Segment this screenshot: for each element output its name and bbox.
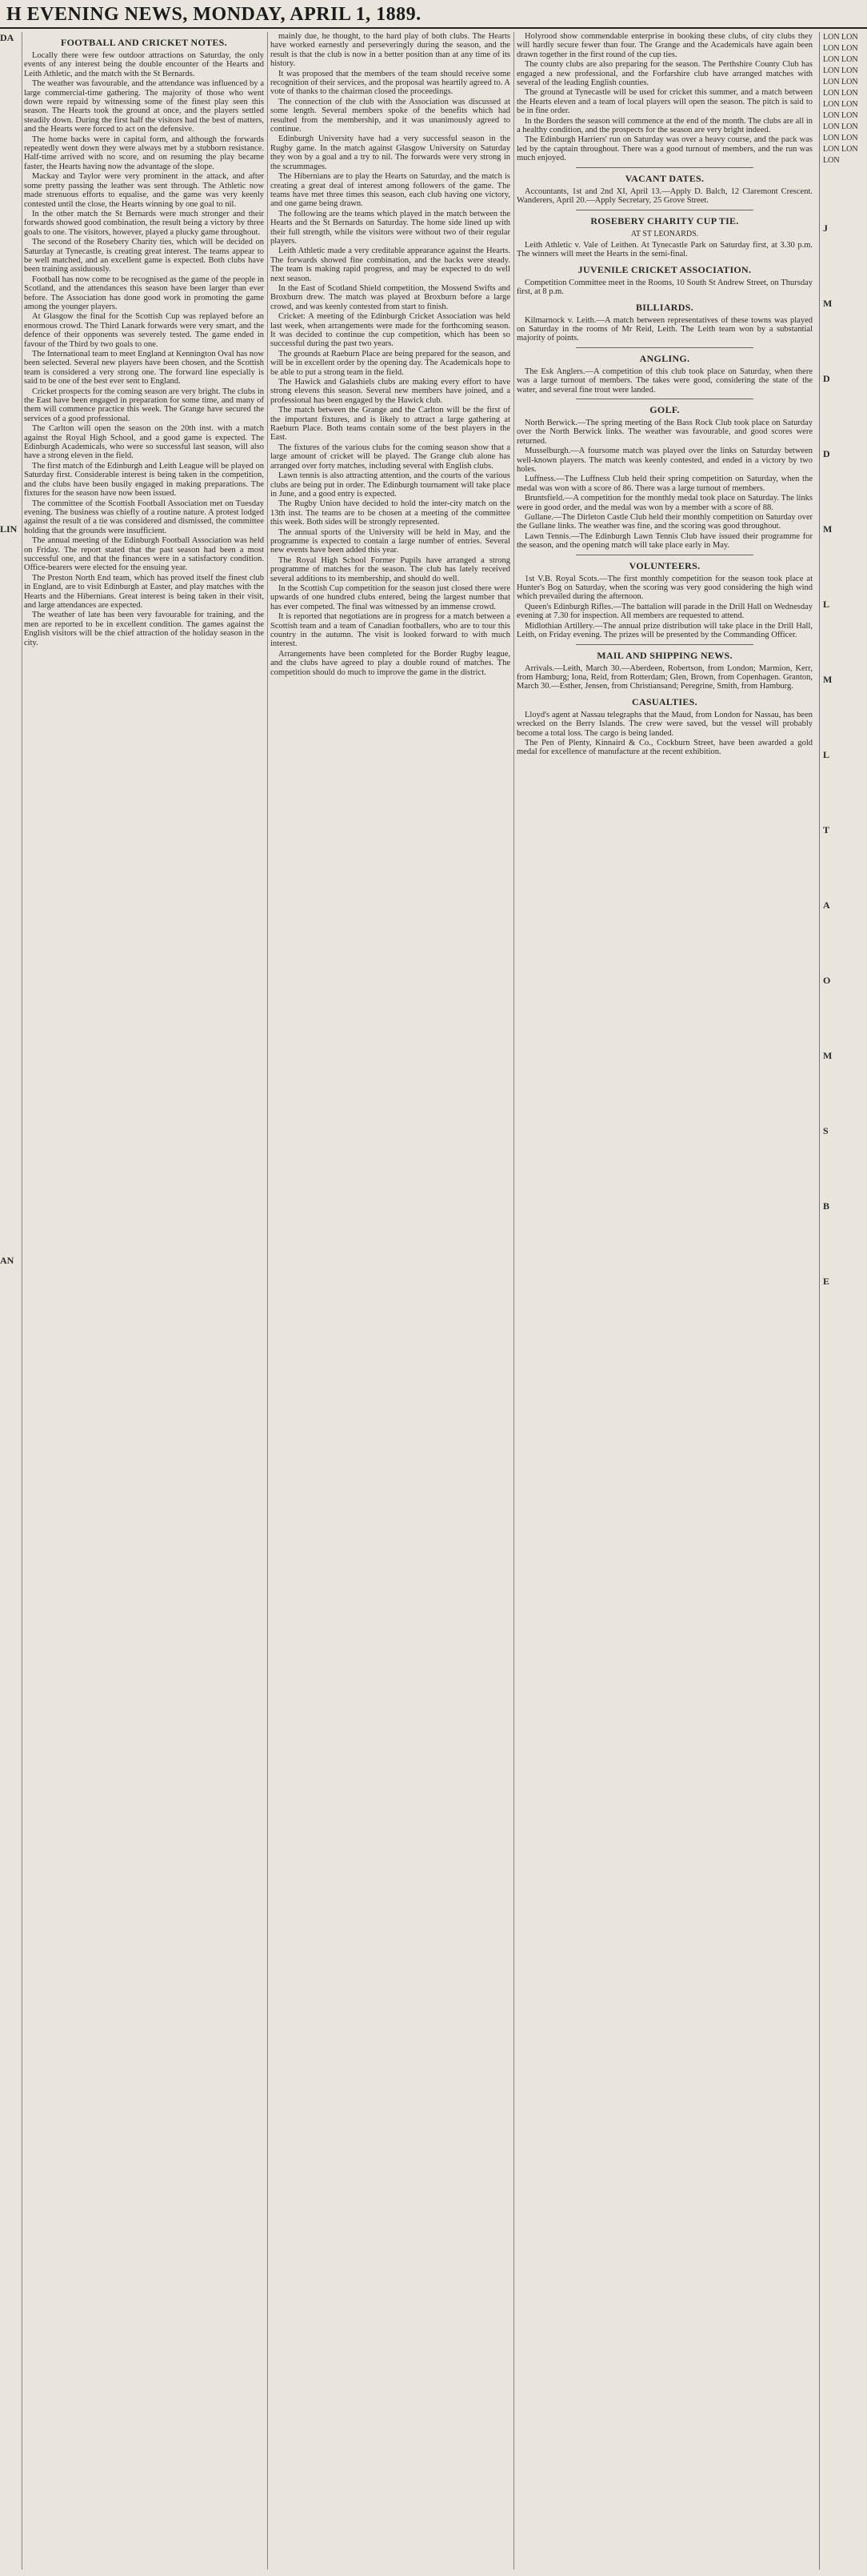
section-divider [576,347,753,348]
golf-paragraph: Musselburgh.—A foursome match was played over the links on Saturday between well-known players. The match was keenly contested, and ended in a victory by two holes. [517,447,813,474]
football-notes-heading: FOOTBALL AND CRICKET NOTES. [61,37,227,48]
volunteers-paragraph: Queen's Edinburgh Rifles.—The battalion will parade in the Drill Hall on Wednesday evening at 7.30 for inspection. All members are requested to attend. [517,602,813,621]
right-fragment-list: LON LON LON LON LON LON LON LON LON LON LON LON LON LON LON LON LON LON LON LON LON LON LON [823,33,858,165]
column-right-fragment [819,32,867,2570]
golf-paragraph: Bruntsfield.—A competition for the monthly medal took place on Saturday. The links were in good order, and the medal was won by a member with a score of 88. [517,494,813,512]
right-fragment: E [823,1276,830,1287]
left-fragment-5: AN [0,1255,14,1266]
article-paragraph: The match between the Grange and the Carlton will be the first of the important fixtures, and is likely to attract a large gathering at Raeburn Place. Both teams contain some of the best players in the East. [270,406,510,443]
article-paragraph: The Royal High School Former Pupils have arranged a strong programme of matches for the season. The club has lately received several additions to its membership, and should do well. [270,555,510,583]
juvenile-cricket-text: Competition Committee meet in the Rooms, 10 South St Andrew Street, on Thursday first, at 8 p.m. [517,278,813,297]
article-paragraph: The Rugby Union have decided to hold the inter-city match on the 13th inst. The teams are to be chosen at a meeting of the committee this week. Both sides will be strongly represented. [270,499,510,527]
angling-text: The Esk Anglers.—A competition of this club took place on Saturday, when there was a large turnout of members. The takes were good, considering the state of the water, and several fine trout were landed. [517,367,813,395]
article-paragraph: Lawn tennis is also attracting attention, and the courts of the various clubs are being put in order. The Edinburgh tournament will take place in June, and a good entry is expected. [270,471,510,499]
article-paragraph: The connection of the club with the Association was discussed at some length. Several members spoke of the benefits which had resulted from the membership, and it was unanimously agreed to continue. [270,97,510,134]
article-paragraph: In the East of Scotland Shield competition, the Mossend Swifts and Broxburn drew. The match was played at Broxburn before a large crowd, and was keenly contested from start to finish. [270,283,510,311]
angling-heading: ANGLING. [639,352,690,364]
article-paragraph: In the Scottish Cup competition for the season just closed there were upwards of one hundred clubs entered, being the largest number that has ever competed. The final was witnessed by an immense crowd. [270,583,510,611]
article-paragraph: Arrangements have been completed for the Border Rugby league, and the clubs have agreed to play a double round of matches. The competition should do much to improve the game in the district. [270,649,510,677]
rosebery-cup-heading: ROSEBERY CHARITY CUP TIE. [590,214,739,226]
golf-paragraph: North Berwick.—The spring meeting of the Bass Rock Club took place on Saturday over the North Berwick links. The weather was favourable, and good scores were returned. [517,418,813,446]
right-fragment: D [823,373,830,384]
left-fragment-3: LIN [0,523,18,535]
casualties-text: Lloyd's agent at Nassau telegraphs that the Maud, from London for Nassau, has been wrecked on the Berry Islands. The crew were saved, but the vessel will probably become a total loss. The cargo is being landed. [517,710,813,738]
article-paragraph: The International team to meet England at Kennington Oval has now been selected. Several new players have been chosen, and the Scottish team is considered a very strong one. The forward line especially is said to be one of the best ever sent to England. [24,350,264,387]
article-paragraph: Mackay and Taylor were very prominent in the attack, and after some pretty passing the leather was sent through. The Athletic now made strenuous efforts to equalise, and the game was very keenly contested until the close, the Hearts winning by one goal to nil. [24,172,264,209]
article-paragraph: Football has now come to be recognised as the game of the people in Scotland, and the attendances this season have been larger than ever before. The Association has done good work in promoting the game among the younger players. [24,274,264,311]
right-fragment: B [823,1200,830,1212]
article-paragraph: The annual meeting of the Edinburgh Football Association was held on Friday. The report stated that the past season had been a most successful one, and that the finances were in a satisfactory condition. Office-bearers were elected for the ensuing year. [24,536,264,573]
column-sports-shipping [517,32,813,2570]
article-paragraph: The annual sports of the University will be held in May, and the programme is expected to contain a large number of entries. Several new events have been added this year. [270,527,510,555]
mail-shipping-text: Arrivals.—Leith, March 30.—Aberdeen, Robertson, from London; Marmion, Kerr, from Hamburg; Iona, Reid, from Rotterdam; Glen, Brown, from Copenhagen. Granton, March 30.—Esther, Jensen, from Christiansand; Peregrine, Smith, from Hamburg. [517,663,813,691]
right-fragment: M [823,1050,833,1061]
article-paragraph: In the other match the St Bernards were much stronger and their forwards showed good combination, the result being a victory by three goals to one. The visitors, however, played a plucky game throughout. [24,209,264,237]
article-paragraph: The weather was favourable, and the attendance was influenced by a large commercial-time gathering. The majority of those who went down were repaid by witnessing some of the finest play seen this season. The Hearts took the ground at once, and the players settled steadily down. During the first half the visitors had the best of matters, and the Hearts were forced to act on the defensive. [24,79,264,134]
casualties-heading: CASUALTIES. [632,695,697,707]
right-fragment: T [823,824,830,835]
left-fragment-1: DA [0,32,14,43]
column-left-fragment [0,32,19,2570]
lawn-tennis-text: Lawn Tennis.—The Edinburgh Lawn Tennis Club have issued their programme for the season, and the opening match will take place early in May. [517,531,813,551]
article-paragraph: mainly due, he thought, to the hard play of both clubs. The Hearts have worked earnestly and perseveringly during the season, and the result is that the club is now in a better position than at any time of its history. [270,32,510,69]
article-paragraph: The first match of the Edinburgh and Leith League will be played on Saturday first. Considerable interest is being taken in the competition, and the clubs have been busily engaged in making preparations. The fixtures for the season have now been issued. [24,461,264,499]
right-fragment: L [823,749,830,760]
right-fragment: M [823,523,833,535]
article-paragraph: It is reported that negotiations are in progress for a match between a Scottish team and a team of Canadian footballers, who are to tour this country in the autumn. The visit is looked forward to with much interest. [270,612,510,649]
article-paragraph: The following are the teams which played in the match between the Hearts and the St Bernards on Saturday. The home side lined up with their full strength, while the visitors were without two of their regular players. [270,209,510,246]
article-paragraph: Edinburgh University have had a very successful season in the Rugby game. In the match against Glasgow University on Saturday they won by a goal and a try to nil. The forwards were very strong in the scrummages. [270,134,510,171]
right-fragment: A [823,899,830,911]
casualties-text-2: The Pen of Plenty, Kinnaird & Co., Cockburn Street, have been awarded a gold medal for excellence of manufacture at the recent exhibition. [517,738,813,757]
article-paragraph: Locally there were few outdoor attractions on Saturday, the only events of any interest being the double encounter of the Hearts and Leith Athletic, and the match with the St Bernards. [24,51,264,78]
section-divider [576,644,753,645]
article-paragraph: In the Borders the season will commence at the end of the month. The clubs are all in a healthy condition, and the prospects for the season are very bright indeed. [517,116,813,135]
vacant-dates-text: Accountants, 1st and 2nd XI, April 13.—Apply D. Balch, 12 Claremont Crescent. Wanderers, April 20.—Apply Secretary, 25 Grove Street. [517,186,813,206]
volunteers-paragraph: 1st V.B. Royal Scots.—The first monthly competition for the season took place at Hunter's Bog on Saturday, when the scoring was very good considering the high wind which prevailed during the afternoon. [517,574,813,602]
billiards-heading: BILLIARDS. [635,301,694,313]
right-fragment: M [823,298,833,309]
column-football-notes [24,32,264,2570]
article-paragraph: The home backs were in capital form, and although the forwards repeatedly went down they were always met by a stubborn resistance. Half-time arrived with no score, and on resuming the play became faster, the Hearts having now the advantage of the slope. [24,134,264,171]
golf-paragraph: Luffness.—The Luffness Club held their spring competition on Saturday, when the medal was won with a score of 86. There was a large turnout of members. [517,475,813,493]
column-rule [267,32,268,2570]
golf-paragraph: Gullane.—The Dirleton Castle Club held their monthly competition on Saturday over the Gullane links. The weather was fine, and the scoring was good throughout. [517,513,813,531]
article-paragraph: Cricket: A meeting of the Edinburgh Cricket Association was held last week, when arrangements were made for the forthcoming season. It was decided to continue the cup competition, which has been so successful during the past two years. [270,312,510,349]
volunteers-paragraph: Midlothian Artillery.—The annual prize distribution will take place in the Drill Hall, Leith, on Friday evening. The prizes will be presented by the Commanding Officer. [517,621,813,640]
article-paragraph: The Hawick and Galashiels clubs are making every effort to have strong elevens this season. Several new members have joined, and a professional has been engaged by the Hawick club. [270,378,510,405]
mail-shipping-heading: MAIL AND SHIPPING NEWS. [597,649,733,661]
article-paragraph: The ground at Tynecastle will be used for cricket this summer, and a match between the Hearts eleven and a team of local players will open the season. The pitch is said to be in fine order. [517,88,813,116]
article-paragraph: The fixtures of the various clubs for the coming season show that a large amount of cricket will be played. The Grange club alone has arranged over forty matches, including several with English clubs. [270,443,510,471]
column-rule [513,32,514,2570]
golf-heading: GOLF. [649,403,680,415]
article-paragraph: Holyrood show commendable enterprise in booking these clubs, of city clubs they will hardly secure fewer than four. The Grange and the Academicals have again been drawn together in the first round of the cup ties. [517,32,813,59]
masthead [0,0,867,29]
section-divider [576,167,753,168]
article-paragraph: The grounds at Raeburn Place are being prepared for the season, and will be in excellent order by the opening day. The Academicals hope to be able to put a strong team in the field. [270,349,510,377]
article-paragraph: The committee of the Scottish Football Association met on Tuesday evening. The business was chiefly of a routine nature. A protest lodged against the result of a tie was considered and dismissed, the committee holding that the grounds were insufficient. [24,499,264,535]
right-fragment: O [823,975,831,986]
article-paragraph: The weather of late has been very favourable for training, and the men are reported to be in excellent condition. The games against the English visitors will be the chief attraction of the holiday season in the city. [24,611,264,647]
masthead-title: H EVENING NEWS, MONDAY, APRIL 1, 1889. [6,4,422,25]
right-fragment: L [823,599,830,610]
right-fragment: J [823,222,828,234]
right-fragment: D [823,448,830,459]
article-paragraph: The Preston North End team, which has proved itself the finest club in England, are to visit Edinburgh at Easter, and play matches with the Hearts and the Hibernians. Great interest is being taken in their visit, and large attendances are expected. [24,573,264,610]
article-paragraph: The second of the Rosebery Charity ties, which will be decided on Saturday at Tynecastle, is creating great interest. The teams appear to be well matched, and an excellent game is expected. Both clubs have been training assiduously. [24,238,264,274]
vacant-dates-heading: VACANT DATES. [625,172,705,184]
billiards-text: Kilmarnock v. Leith.—A match between representatives of these towns was played on Saturday in the rooms of Mr Reid, Leith. The Leith team won by a substantial majority of points. [517,315,813,343]
article-paragraph: It was proposed that the members of the team should receive some recognition of their services, and the proposal was heartily agreed to. A vote of thanks to the chairman closed the proceedings. [270,69,510,97]
article-paragraph: The Carlton will open the season on the 20th inst. with a match against the Royal High School, and a good game is expected. The Edinburgh Academicals, who were so successful last season, will also have a strong eleven in the field. [24,424,264,461]
article-paragraph: At Glasgow the final for the Scottish Cup was replayed before an enormous crowd. The Third Lanark forwards were very smart, and the defence of their opponents was severely tested. The game ended in favour of the Third by two goals to one. [24,312,264,349]
juvenile-cricket-heading: JUVENILE CRICKET ASSOCIATION. [577,263,752,275]
column-club-news [270,32,510,2570]
volunteers-heading: VOLUNTEERS. [629,559,701,571]
rosebery-cup-text: Leith Athletic v. Vale of Leithen. At Tynecastle Park on Saturday first, at 3.30 p.m. The winners will meet the Hearts in the semi-final. [517,240,813,259]
rosebery-cup-subheading: AT ST LEONARDS. [630,229,699,238]
right-fragment: S [823,1125,829,1136]
article-paragraph: The Hibernians are to play the Hearts on Saturday, and the match is creating a great deal of interest among followers of the game. The teams have met three times this season, each club having one victory, and one game being drawn. [270,172,510,209]
right-fragment: M [823,674,833,685]
article-paragraph: The county clubs are also preparing for the season. The Perthshire County Club has engaged a new professional, and the Forfarshire club have arranged matches with several of the leading English counties. [517,60,813,88]
article-paragraph: Cricket prospects for the coming season are very bright. The clubs in the East have been engaged in preparation for some time, and many of them will commence practice this week. The Grange have secured the services of a good professional. [24,387,264,423]
article-paragraph: The Edinburgh Harriers' run on Saturday was over a heavy course, and the pack was led by the captain throughout. There was a good turnout of members, and the run was much enjoyed. [517,135,813,163]
article-paragraph: Leith Athletic made a very creditable appearance against the Hearts. The forwards showed fine combination, and the backs were steady. The team is making rapid progress, and may be expected to do well next season. [270,246,510,283]
